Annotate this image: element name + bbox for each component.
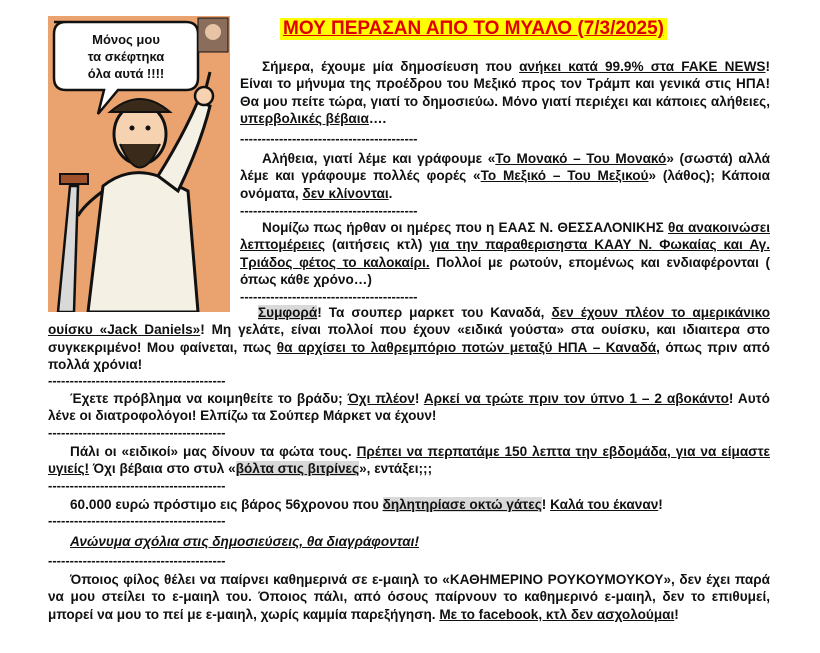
comic-figure-drawing (48, 16, 230, 312)
paragraph-cats-fine: 60.000 ευρώ πρόστιμο εις βάρος 56χρονου που δηλητηρίασε οκτώ γάτες! Καλά του έκαναν! (70, 497, 663, 512)
separator-8: ----------------------------------------- (48, 553, 226, 568)
comic-illustration (48, 16, 230, 312)
paragraph-fake-news: Σήμερα, έχουμε μία δημοσίευση που ανήκει κατά 99.9% στα FAKE NEWS! Είναι το μήνυμα της προέδρου του Μεξικό προς τον Τράμπ και γενικά στις ΗΠΑ! Θα μου πείτε τώρα, γιατί το δημοσιεύω. Μόνο γιατί περιέχει και κάποιες αλήθειες, υπερβολικές βέβαια…. (240, 59, 770, 127)
notice-anonymous-comments: Ανώνυμα σχόλια στις δημοσιεύσεις, θα διαγράφονται! (70, 534, 419, 549)
page-title: ΜΟΥ ΠΕΡΑΣΑΝ ΑΠΟ ΤΟ ΜΥΑΛΟ (7/3/2025) (280, 18, 667, 40)
bubble-line-1: Μόνος μου (92, 32, 160, 47)
paragraph-avocado-sleep: Έχετε πρόβλημα να κοιμηθείτε το βράδυ; Όχι πλέον! Αρκεί να τρώτε πριν τον ύπνο 1 – 2 αβοκάντο! Αυτό λένε οι διατροφολόγοι! Ελπίζω τα Σούπερ Μάρκετ να έχουν! (48, 391, 770, 424)
paragraph-email-subscription: Όποιος φίλος θέλει να παίρνει καθημερινά σε ε-μαιηλ το «ΚΑΘΗΜΕΡΙΝΟ ΡΟΥΚΟΥΜΟΥΚΟΥ», δεν έχει παρά να μου στείλει το ε-μαιηλ του. Όποιος πάλι, από όσους παίρνουν το καθημερινό ε-μαιηλ, δεν το επιθυμεί, μπορεί να μου το πεί με ε-μαιηλ, χωρίς καμμία παρεξήγηση. Με το facebook, κτλ δεν ασχολούμαι! (48, 572, 770, 622)
paragraph-eaas-camps: Νομίζω πως ήρθαν οι ημέρες που η ΕΑΑΣ Ν. ΘΕΣΣΑΛΟΝΙΚΗΣ θα ανακοινώσει λεπτομέρειες (αιτήσεις κτλ) για την παραθερισηστα ΚΑΑΥ Ν. Φωκαίας και Αγ. Τριάδος φέτος το καλοκαίρι. Πολλοί με ρωτούν, επομένως και ενδιαφέρονται ( όπως κάθε χρόνο…) (240, 220, 770, 288)
bubble-line-3: όλα αυτά !!!! (87, 66, 165, 81)
bubble-line-2: τα σκέφτηκα (87, 49, 165, 64)
paragraph-walking: Πάλι οι «ειδικοί» μας δίνουν τα φώτα τους. Πρέπει να περπατάμε 150 λεπτα την εβδομάδα, για να είμαστε υγιείς! Όχι βέβαια στο στυλ «βόλτα στις βιτρίνες», εντάξει;;; (48, 444, 770, 477)
paragraph-jack-daniels: Συμφορά! Τα σουπερ μαρκετ του Καναδά, δεν έχουν πλέον το αμερικάνικο ουίσκυ «Jack Daniels»! Μη γελάτε, είναι πολλοί που έχουν «ειδικά γούστα» στα ουίσκυ, και ιδιαιτερα στο συγκεκριμένο! Μου φαίνεται, πως θα αρχίσει το λαθρεμπόριο ποτών μεταξύ ΗΠΑ – Καναδά, όπως πριν από πολλά χρόνια! (48, 305, 771, 373)
separator-3: ----------------------------------------- (240, 289, 418, 304)
paragraph-monaco-mexico: Αλήθεια, γιατί λέμε και γράφουμε «Το Μονακό – Του Μονακό» (σωστά) αλλά λέμε και γράφουμε πολλές φορές «Το Μεξικό – Του Μεξικού» (λάθος); Κάποια ονόματα, δεν κλίνονται. (240, 151, 771, 201)
separator-1: ----------------------------------------- (240, 131, 418, 146)
separator-5: ----------------------------------------- (48, 425, 226, 440)
separator-7: ----------------------------------------- (48, 513, 226, 528)
separator-6: ----------------------------------------- (48, 478, 226, 493)
separator-2: ----------------------------------------- (240, 203, 418, 218)
separator-4: ----------------------------------------- (48, 373, 226, 388)
